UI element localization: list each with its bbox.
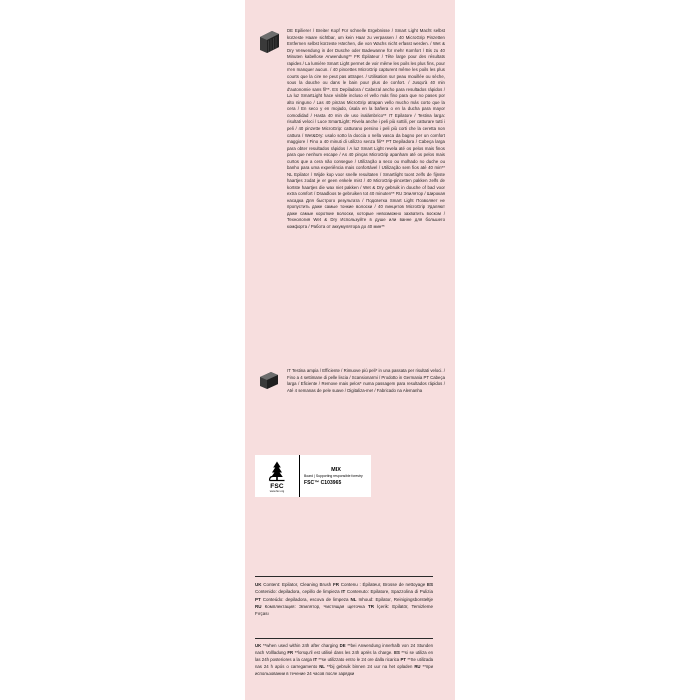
fsc-code: FSC™ C103965	[304, 480, 342, 487]
multilingual-features-block	[255, 28, 445, 230]
language-code: ES	[394, 649, 402, 655]
fsc-tree-icon-svg	[266, 460, 288, 482]
fsc-tree-icon	[266, 460, 288, 482]
language-code: DE	[339, 643, 348, 648]
fsc-label: FSC	[270, 482, 284, 490]
packaging-content	[255, 0, 445, 700]
wide-head-icon	[255, 368, 283, 396]
fsc-mix-label: MIX	[331, 466, 341, 473]
language-code: NL	[350, 596, 359, 602]
language-code: RU	[414, 663, 423, 669]
contents-block: UK Content: Epilator, Cleaning Brush FR Contenu : Épilateur, Brosse de nettoyage ES Contenido: depiladora, cepillo de limpieza IT Contenuto: Epilatore, Spazzolina di Pulizia PT Conteúdo: depiladora, escova de limpeza NL Inhoud: Epilator, Reinigingsborsteltje RU Комплектация: Эпилятор, Чистящая щеточка TR İçerik: Epilatör, Temizleme Fırçası	[255, 576, 433, 617]
fsc-logo	[255, 455, 371, 497]
language-code: NL	[319, 663, 327, 669]
language-code: IT	[341, 589, 347, 595]
fsc-url: www.fsc.org	[269, 489, 285, 493]
language-code: IT	[313, 656, 319, 662]
footnote-block: UK **when used within 24h after charging DE **bei Anwendung innerhalb von 24 Stunden nach Vollladung FR **lorsqu'il est utilisé dans les 24h après la charge. ES **si se utiliza en las 24h posteriores a la carga IT **se utilizzato entro le 24 ore dalla ricarica PT **Se utilizada nas 24 h após o carregamento NL **bij gebruik binnen 24 uur na het opladen RU **при использовании в течение 24 часов после зарядки	[255, 638, 433, 677]
language-code: ES	[427, 582, 434, 587]
language-code: RU	[255, 603, 265, 609]
language-code: FR	[333, 582, 341, 587]
epilator-head-icon	[255, 28, 283, 58]
fsc-description: Board | Supporting responsible forestry	[304, 473, 363, 478]
language-code: UK	[255, 643, 263, 648]
epilator-head-icon-svg	[257, 30, 281, 56]
wide-head-text: IT Testina ampia / Efficiente / Rimuove più peli* in una passata per risultati veloci. / Fino a 4 settimane di pelle liscia / Scansionarmi / Prodotto in Germania PT Cabeça larga / Eficiente / Remove mais pelos* numa passagem para resultados rápidos / Até 4 semanas de pele suave / Digitaliza-me! / Fabricado na Alemanha	[287, 368, 445, 393]
language-code: FR	[287, 649, 295, 655]
fsc-logo-left	[255, 455, 299, 497]
language-code: TR	[367, 603, 378, 609]
wide-head-icon-svg	[258, 371, 280, 393]
multilingual-features-text: DE Epilierer / Breiter Kopf Für schnelle Ergebnisse / Smart Light Macht selbst kürzeste Haare sichtbar, um kein Haar zu verpassen / 40 MicroGrip Pinzetten Entfernen selbst kürzeste Härchen, die von Wachs nicht erfasst werden. / Wet & Dry Verwendung in der Dusche oder Badewanne für mehr Komfort / Bis zu 40 Minuten kabellose Anwendung** FR Épilateur / Tête large pour des résultats rapides / La lumière Smart Light permet de voir même les poils les plus fins, pour n'en manquer aucun. / 40 pincettes MicroGrip capturent même les poils les plus courts que la cire ne peut pas attraper. / Utilisation sur peau mouillée ou sèche, sous la douche ou dans le bain pour plus de confort. / Jusqu'à 40 min d'autonomie sans fil**. ES Depiladora / Cabezal ancho para resultados rápidos / La luz SmartLight hace visible incluso el vello más fino para que no pases por alto ninguno / Las 40 pinzas MicroGrip atrapan vello mucho más corto que la cera / En seco y en mojado, úsala en la bañera o en la ducha para mayor comodidad / Hasta 40 min de uso inalámbrico** IT Epilatore / Testina larga: risultati veloci / Luce SmartLight: Rivela anche i peli più sottili, per catturare tutti i peli / 40 pinzette MicroGrip: catturano persino i peli più corti che la ceretta non cattura / Wet&Dry: usalo sotto la doccia o nella vasca da bagno per un comfort maggiore / Fino a 40 minuti di utilizzo senza fili** PT Depiladora / Cabeça larga para obter resultados rápidos / A luz Smart Light revela até os pelos mais finos para que nenhum escape / As 40 pinças MicroGrip apanham até os pelos mais curtos que a cera não consegue / Utilização a seco ou molhado no duche ou banho para uma experiência mais confortável / Utilização sem fios até 40 min** NL Epilator / Wijde kop voor snelle resultaten / Smartlight toont zelfs de fijnste haartjes zodat je er geen enkele mist / 40 MicroGrip-pincetten pakken zelfs de kortste haartjes die wax niet pakken / Wet & Dry gebruik in douche of bad voor extra comfort / Draadloos te gebruiken tot 40 minuten** RU Эпилятор / Широкая насадка Для быстрого результата / Подсветка Smart Light Позволяет не пропустить даже самые тонкие волоски / 40 пинцетов MicroGrip Удаляют даже самые короткие волоски, которые невозможно захватить воском / Технология Wet & Dry Используйте в душе или ванне для большего комфорта / Работа от аккумулятора до 40 мин**	[287, 28, 445, 229]
wide-head-block	[255, 368, 445, 395]
language-code: UK	[255, 582, 264, 587]
fsc-logo-right	[299, 455, 371, 497]
language-code: PT	[255, 596, 263, 602]
language-code: PT	[400, 656, 408, 662]
